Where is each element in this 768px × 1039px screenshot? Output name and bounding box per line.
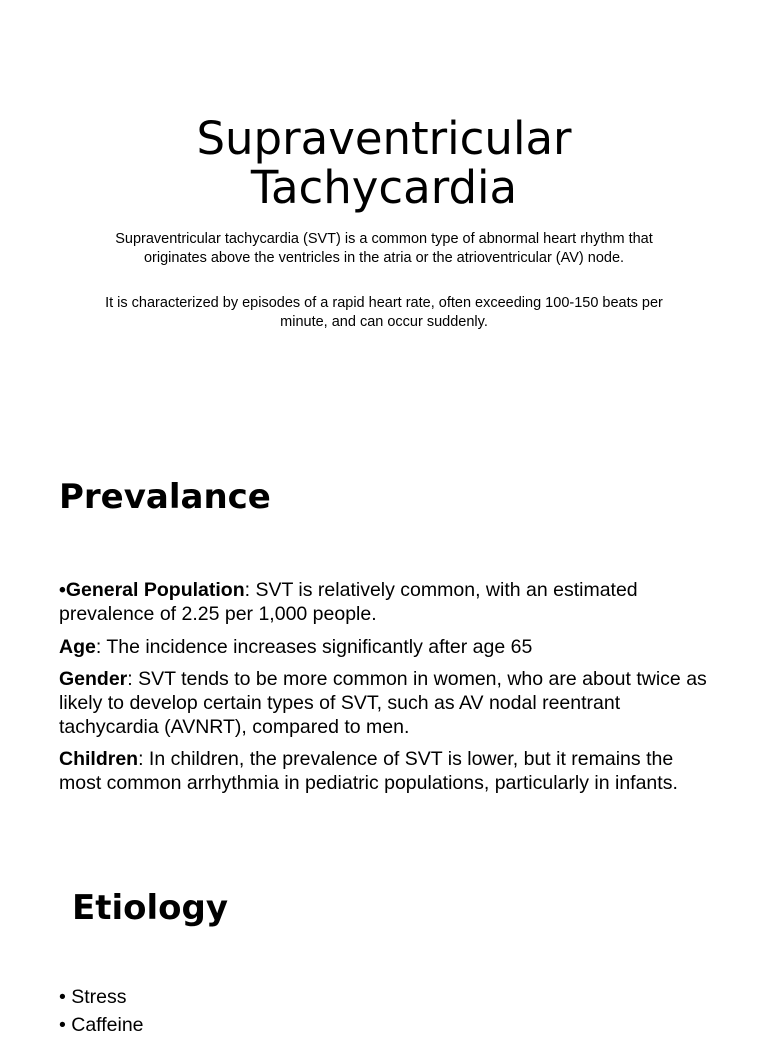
etiology-heading: Etiology xyxy=(72,888,229,928)
list-item: • Stress xyxy=(59,986,127,1008)
prevalence-text: : The incidence increases significantly after age 65 xyxy=(95,636,533,658)
prevalence-text: : SVT is relatively common, with an estimated prevalence of 2.25 per 1,000 people. xyxy=(59,579,638,625)
prevalence-item-children xyxy=(59,747,709,795)
prevalence-item-general-population xyxy=(59,578,709,626)
prevalence-item-age xyxy=(59,635,709,659)
prevalence-label: •General Population xyxy=(59,579,245,601)
title-line-1: Supraventricular xyxy=(196,112,572,165)
list-item: • Caffeine xyxy=(59,1014,144,1036)
prevalence-text: : In children, the prevalence of SVT is lower, but it remains the most common arrhythmia in pediatric populations, particularly in infants. xyxy=(59,748,678,794)
intro-paragraph-2: It is characterized by episodes of a rapid heart rate, often exceeding 100-150 beats per minute, and can occur suddenly. xyxy=(105,295,663,330)
prevalence-item-gender xyxy=(59,667,709,739)
prevalence-label: Age xyxy=(59,636,96,658)
etiology-list xyxy=(59,983,144,1039)
intro-paragraph-1: Supraventricular tachycardia (SVT) is a common type of abnormal heart rhythm that originates above the ventricles in the atria or the atrioventricular (AV) node. xyxy=(115,231,653,266)
page-title xyxy=(0,114,768,212)
prevalence-label: Children xyxy=(59,748,139,770)
prevalence-text: : SVT tends to be more common in women, who are about twice as likely to develop certain types of SVT, such as AV nodal reentrant tachycardia (AVNRT), compared to men. xyxy=(59,668,707,738)
prevalence-label: Gender xyxy=(59,668,128,690)
title-line-2: Tachycardia xyxy=(250,161,518,214)
prevalence-heading: Prevalance xyxy=(59,477,271,517)
